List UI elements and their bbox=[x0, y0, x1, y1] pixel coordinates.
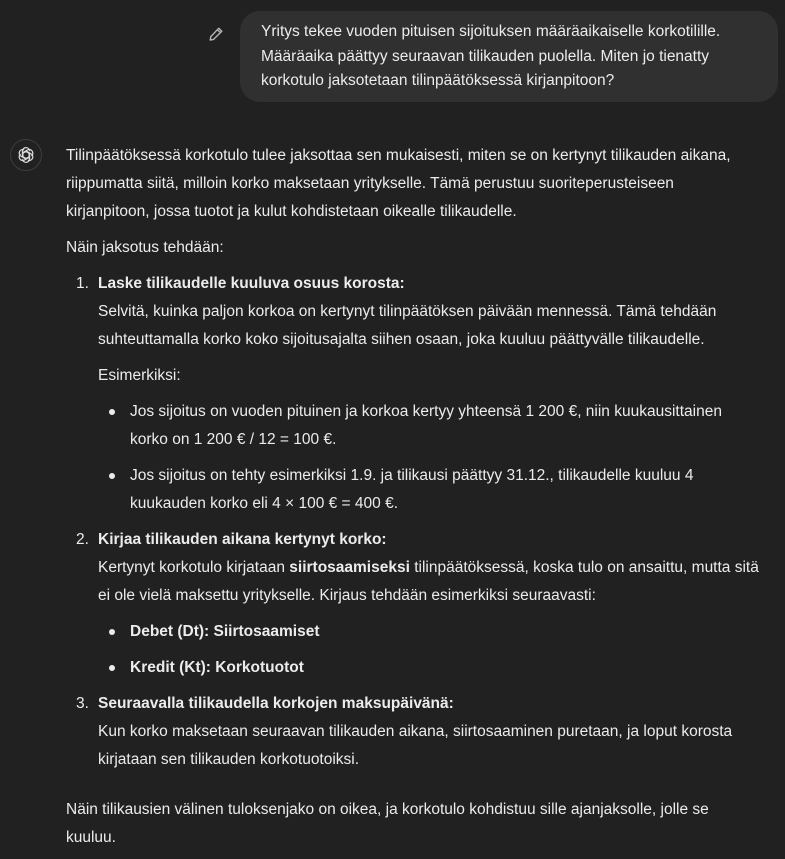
user-message-bubble bbox=[240, 11, 778, 102]
step-text bbox=[98, 554, 778, 610]
step-text bbox=[98, 718, 778, 774]
edit-message-button[interactable] bbox=[204, 22, 228, 46]
user-message-line: Yritys tekee vuoden pituisen sijoituksen määräaikaiselle korkotilille. bbox=[261, 23, 721, 40]
text-segment: Kertynyt korkotulo kirjataan bbox=[98, 559, 290, 576]
user-message-line: Määräaika päättyy seuraavan tilikauden puolella. Miten jo tienatty bbox=[261, 47, 710, 65]
assistant-avatar bbox=[10, 139, 42, 171]
user-message-line: korkotulo jaksotetaan tilinpäätöksessä kirjanpitoon? bbox=[261, 72, 615, 89]
text-line: kirjanpitoon, jossa tuotot ja kulut kohdistetaan oikealle tilikaudelle. bbox=[66, 203, 517, 220]
text-line: Jos sijoitus on vuoden pituinen ja korkoa kertyy yhteensä 1 200 €, niin kuukausittainen bbox=[130, 403, 722, 420]
text-line: kuukauden korko eli 4 × 100 € = 400 €. bbox=[130, 495, 399, 512]
pencil-icon bbox=[208, 26, 224, 42]
text-line: korko on 1 200 € / 12 = 100 €. bbox=[130, 431, 337, 448]
example-bullet-list bbox=[98, 398, 778, 518]
list-item: Kredit (Kt): Korkotuotot bbox=[130, 654, 778, 682]
step-text bbox=[98, 298, 778, 354]
text-line: kirjataan sen tilikauden korkotuotoiksi. bbox=[98, 751, 360, 768]
step-item bbox=[98, 526, 778, 682]
intro-paragraph bbox=[66, 142, 778, 226]
user-message-row bbox=[0, 11, 785, 103]
list-item bbox=[130, 398, 778, 454]
text-line: suhteuttamalla korko koko sijoitusajalta siihen osaan, joka kuuluu päättyvälle tilikaudelle. bbox=[98, 331, 705, 348]
list-item: Debet (Dt): Siirtosaamiset bbox=[130, 618, 778, 646]
entry-bullet-list bbox=[98, 618, 778, 682]
text-line: riippumatta siitä, milloin korko maksetaan yritykselle. Tämä perustuu suoriteperusteiseen bbox=[66, 175, 674, 192]
step-item bbox=[98, 690, 778, 774]
text-line: Jos sijoitus on tehty esimerkiksi 1.9. ja tilikausi päättyy 31.12., tilikaudelle kuuluu 4 bbox=[130, 467, 694, 484]
text-line: ei ole vielä maksettu yritykselle. Kirjaus tehdään esimerkiksi seuraavasti: bbox=[98, 587, 596, 604]
text-segment: tilinpäätöksessä, koska tulo on ansaittu, mutta sitä bbox=[409, 559, 759, 576]
step-item bbox=[98, 270, 778, 518]
list-item bbox=[130, 462, 778, 518]
openai-logo-icon bbox=[16, 145, 36, 165]
how-label: Näin jaksotus tehdään: bbox=[66, 239, 224, 256]
text-line: kuuluu. bbox=[66, 829, 116, 846]
step-title: Kirjaa tilikauden aikana kertynyt korko: bbox=[98, 531, 387, 548]
steps-list bbox=[66, 270, 778, 774]
closing-paragraph bbox=[66, 796, 778, 852]
text-line: Tilinpäätöksessä korkotulo tulee jaksottaa sen mukaisesti, miten se on kertynyt tilikauden aikana, bbox=[66, 147, 731, 164]
text-line: Kun korko maksetaan seuraavan tilikauden aikana, siirtosaaminen puretaan, ja loput korosta bbox=[98, 723, 733, 740]
bold-term: siirtosaamiseksi bbox=[289, 559, 410, 576]
text-line: Selvitä, kuinka paljon korkoa on kertynyt tilinpäätöksen päivään mennessä. Tämä tehdään bbox=[98, 303, 717, 320]
example-label: Esimerkiksi: bbox=[98, 367, 181, 384]
step-title: Seuraavalla tilikaudella korkojen maksupäivänä: bbox=[98, 695, 454, 712]
step-title: Laske tilikaudelle kuuluva osuus korosta: bbox=[98, 275, 405, 292]
assistant-answer bbox=[66, 142, 778, 852]
text-line: Näin tilikausien välinen tuloksenjako on oikea, ja korkotulo kohdistuu sille ajanjaksolle, jolle se bbox=[66, 801, 709, 818]
